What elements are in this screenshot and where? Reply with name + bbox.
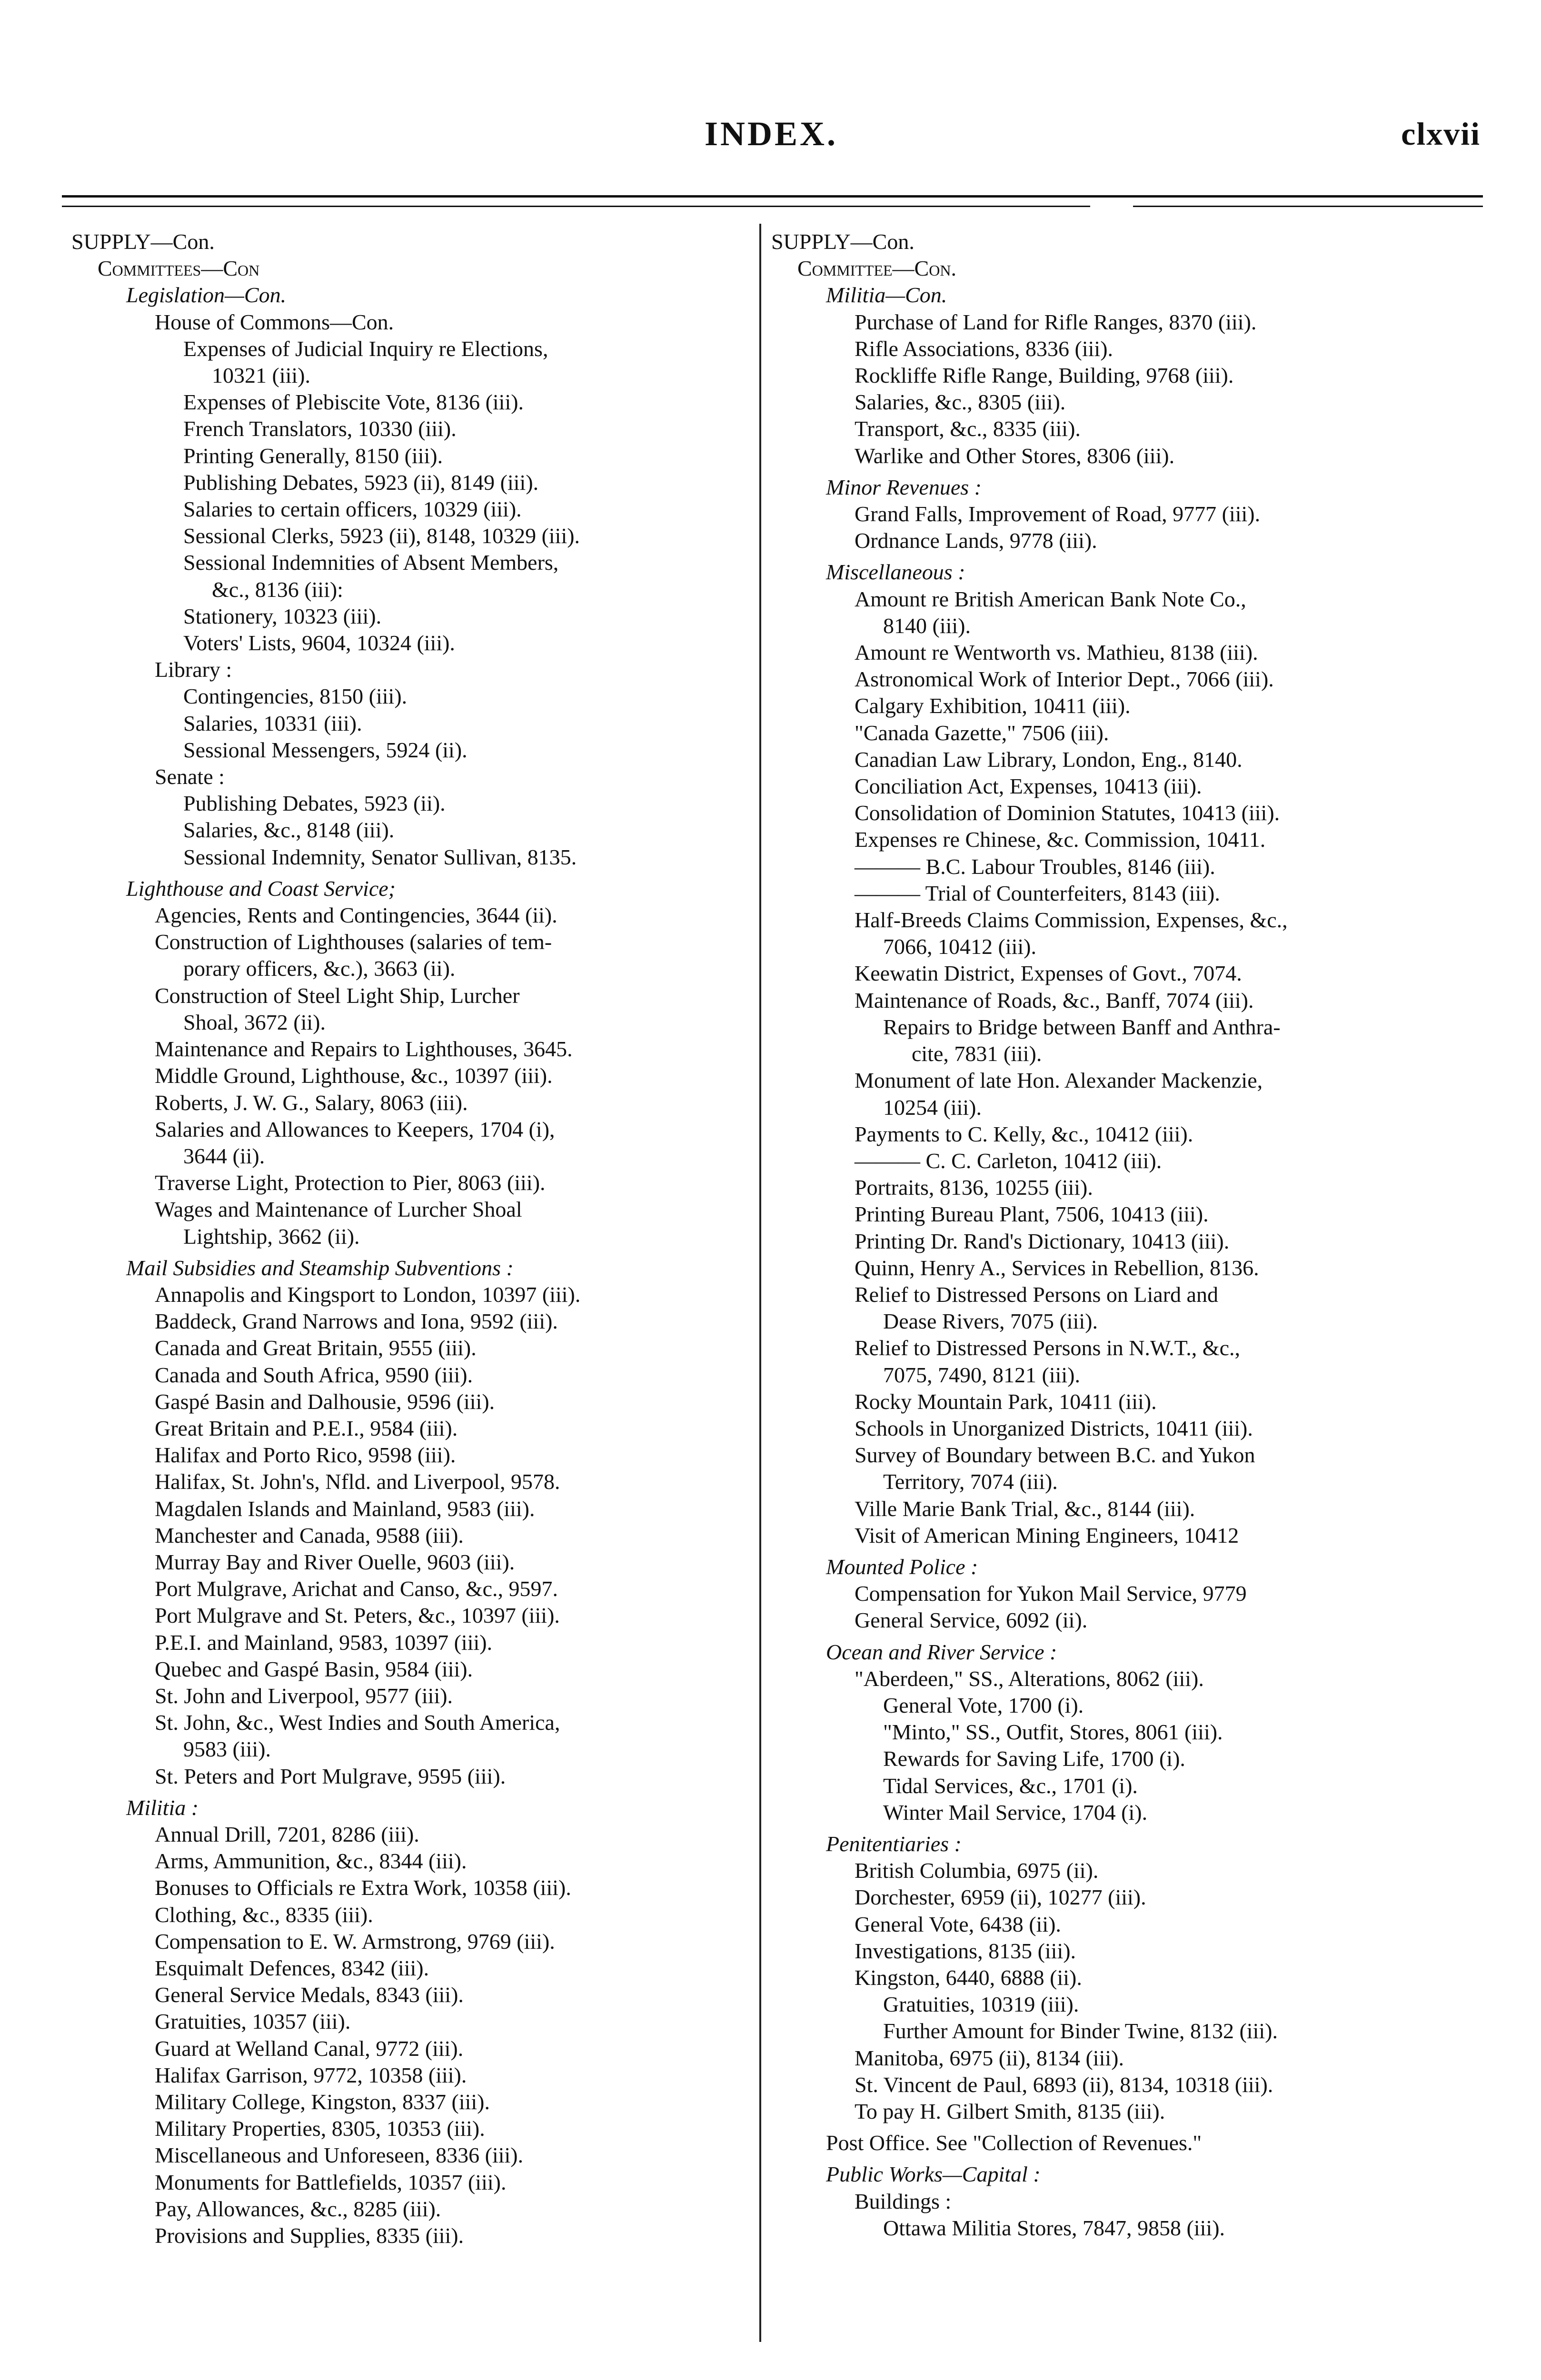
index-entry: Portraits, 8136, 10255 (iii). [855,1175,1093,1200]
index-heading: Minor Revenues : [826,475,982,499]
index-entry: Bonuses to Officials re Extra Work, 10358 (iii). [155,1875,571,1900]
index-entry: Investigations, 8135 (iii). [855,1938,1076,1963]
index-heading: SUPPLY—Con. [771,229,915,254]
index-entry: Calgary Exhibition, 10411 (iii). [855,694,1131,718]
index-entry: Publishing Debates, 5923 (ii). [183,791,446,816]
header-rule-thick [62,195,1483,198]
index-entry: Clothing, &c., 8335 (iii). [155,1902,373,1927]
index-heading: Ocean and River Service : [826,1639,1057,1664]
index-entry: Monument of late Hon. Alexander Mackenzie, [855,1068,1263,1093]
index-entry: Compensation to E. W. Armstrong, 9769 (iii). [155,1929,555,1954]
index-entry: Wages and Maintenance of Lurcher Shoal [155,1197,522,1222]
index-entry: Guard at Welland Canal, 9772 (iii). [155,2036,464,2061]
index-entry: Construction of Steel Light Ship, Lurcher [155,983,520,1008]
index-entry: Amount re Wentworth vs. Mathieu, 8138 (iii). [855,640,1258,665]
index-entry: Half-Breeds Claims Commission, Expenses, &c., [855,908,1288,932]
index-entry: Winter Mail Service, 1704 (i). [883,1800,1148,1825]
index-entry: P.E.I. and Mainland, 9583, 10397 (iii). [155,1630,493,1655]
index-heading: SUPPLY—Con. [71,229,215,254]
index-entry: Rifle Associations, 8336 (iii). [855,336,1113,361]
index-entry: Gaspé Basin and Dalhousie, 9596 (iii). [155,1389,495,1414]
index-entry: Arms, Ammunition, &c., 8344 (iii). [155,1849,467,1874]
index-entry: ——— Trial of Counterfeiters, 8143 (iii). [855,881,1220,905]
index-entry: 7066, 10412 (iii). [883,934,1036,959]
index-entry: cite, 7831 (iii). [912,1041,1042,1066]
index-entry: Miscellaneous and Unforeseen, 8336 (iii). [155,2143,524,2168]
index-heading: Mail Subsidies and Steamship Subventions : [126,1255,514,1280]
index-entry: 9583 (iii). [183,1737,271,1762]
index-entry: Astronomical Work of Interior Dept., 7066 (iii). [855,667,1274,692]
index-entry: General Vote, 6438 (ii). [855,1912,1061,1936]
index-entry: Sessional Indemnities of Absent Members, [183,550,559,575]
index-entry: St. Vincent de Paul, 6893 (ii), 8134, 10318 (iii). [855,2072,1273,2097]
index-entry: Port Mulgrave, Arichat and Canso, &c., 9597. [155,1577,558,1601]
index-entry: Roberts, J. W. G., Salary, 8063 (iii). [155,1090,468,1115]
index-entry: Amount re British American Bank Note Co., [855,586,1246,611]
index-entry: Dease Rivers, 7075 (iii). [883,1309,1098,1334]
index-entry: Library : [155,657,232,682]
index-entry: Expenses of Plebiscite Vote, 8136 (iii). [183,390,524,415]
index-entry: ——— C. C. Carleton, 10412 (iii). [855,1148,1162,1173]
index-heading: Public Works—Capital : [826,2162,1041,2187]
index-entry: 3644 (ii). [183,1143,265,1168]
index-column-right [771,228,1461,2241]
index-entry: Sessional Messengers, 5924 (ii). [183,737,467,762]
index-entry: Annual Drill, 7201, 8286 (iii). [155,1822,419,1846]
index-entry: Visit of American Mining Engineers, 10412 [855,1523,1239,1547]
index-entry: &c., 8136 (iii): [212,577,343,602]
index-entry: Expenses of Judicial Inquiry re Elections, [183,336,548,361]
index-entry: Murray Bay and River Ouelle, 9603 (iii). [155,1549,515,1574]
index-entry: Monuments for Battlefields, 10357 (iii). [155,2170,507,2194]
index-entry: Halifax and Porto Rico, 9598 (iii). [155,1443,456,1468]
index-entry: Construction of Lighthouses (salaries of tem- [155,930,552,954]
index-entry: Salaries, 10331 (iii). [183,711,362,735]
index-heading: Legislation—Con. [126,283,287,307]
index-entry: Repairs to Bridge between Banff and Anthra- [883,1014,1281,1039]
index-entry: Gratuities, 10357 (iii). [155,2009,351,2034]
header-rule-thin [62,206,1090,207]
index-entry: Keewatin District, Expenses of Govt., 7074. [855,961,1242,986]
index-heading: Committees—Con [98,256,260,281]
index-entry: Warlike and Other Stores, 8306 (iii). [855,443,1175,468]
index-entry: Traverse Light, Protection to Pier, 8063 (iii). [155,1170,546,1195]
header-rule-thin-right [1133,206,1483,207]
index-entry: Tidal Services, &c., 1701 (i). [883,1773,1138,1798]
index-entry: British Columbia, 6975 (ii). [855,1858,1099,1883]
index-entry: Grand Falls, Improvement of Road, 9777 (iii). [855,502,1261,526]
index-entry: Purchase of Land for Rifle Ranges, 8370 (iii). [855,309,1257,334]
index-entry: Conciliation Act, Expenses, 10413 (iii). [855,774,1202,799]
index-entry: Baddeck, Grand Narrows and Iona, 9592 (iii). [155,1309,558,1334]
index-entry: Esquimalt Defences, 8342 (iii). [155,1956,429,1980]
index-entry: Rocky Mountain Park, 10411 (iii). [855,1389,1157,1414]
index-entry: Consolidation of Dominion Statutes, 10413 (iii). [855,801,1280,825]
index-entry: Canadian Law Library, London, Eng., 8140. [855,747,1243,772]
index-entry: Voters' Lists, 9604, 10324 (iii). [183,631,455,655]
index-column-left [71,228,747,2249]
index-entry: Quebec and Gaspé Basin, 9584 (iii). [155,1656,473,1681]
index-entry: Printing Bureau Plant, 7506, 10413 (iii). [855,1202,1209,1227]
index-entry: "Aberdeen," SS., Alterations, 8062 (iii). [855,1666,1204,1691]
index-entry: Lightship, 3662 (ii). [183,1224,360,1249]
index-entry: Publishing Debates, 5923 (ii), 8149 (iii). [183,470,539,495]
index-heading: Militia—Con. [826,283,947,307]
index-entry: French Translators, 10330 (iii). [183,416,457,441]
index-entry: To pay H. Gilbert Smith, 8135 (iii). [855,2099,1165,2124]
index-entry: Provisions and Supplies, 8335 (iii). [155,2223,464,2248]
index-entry: Pay, Allowances, &c., 8285 (iii). [155,2196,441,2221]
index-entry: ——— B.C. Labour Troubles, 8146 (iii). [855,854,1215,879]
index-entry: "Canada Gazette," 7506 (iii). [855,720,1109,745]
index-entry: Transport, &c., 8335 (iii). [855,416,1081,441]
index-entry: Senate : [155,764,225,789]
index-entry: Contingencies, 8150 (iii). [183,684,408,709]
index-entry: Military College, Kingston, 8337 (iii). [155,2090,490,2114]
column-divider [759,224,761,2342]
index-entry: Middle Ground, Lighthouse, &c., 10397 (iii). [155,1063,553,1088]
index-entry: Sessional Clerks, 5923 (ii), 8148, 10329 (iii). [183,524,580,548]
index-entry: Salaries and Allowances to Keepers, 1704 (i), [155,1117,555,1141]
index-entry: Ottawa Militia Stores, 7847, 9858 (iii). [883,2215,1225,2240]
index-entry: Military Properties, 8305, 10353 (iii). [155,2116,485,2141]
index-entry: Maintenance and Repairs to Lighthouses, 3645. [155,1037,573,1061]
index-entry: Compensation for Yukon Mail Service, 9779 [855,1581,1247,1606]
index-entry: Kingston, 6440, 6888 (ii). [855,1965,1082,1990]
index-entry: Relief to Distressed Persons in N.W.T., &c., [855,1336,1241,1360]
index-entry: Relief to Distressed Persons on Liard and [855,1282,1218,1307]
index-entry: General Service, 6092 (ii). [855,1608,1088,1633]
index-entry: Payments to C. Kelly, &c., 10412 (iii). [855,1121,1193,1146]
index-entry: St. John, &c., West Indies and South America, [155,1710,560,1735]
index-entry: Expenses re Chinese, &c. Commission, 10411. [855,827,1266,852]
index-entry: Agencies, Rents and Contingencies, 3644 (ii). [155,903,557,928]
index-entry: "Minto," SS., Outfit, Stores, 8061 (iii). [883,1720,1223,1745]
index-heading: Lighthouse and Coast Service; [126,876,396,901]
index-entry: Canada and Great Britain, 9555 (iii). [155,1336,477,1360]
index-entry: Quinn, Henry A., Services in Rebellion, 8136. [855,1255,1259,1280]
index-entry: 10321 (iii). [212,363,310,388]
index-entry: Printing Dr. Rand's Dictionary, 10413 (iii). [855,1229,1230,1253]
index-entry: Dorchester, 6959 (ii), 10277 (iii). [855,1885,1146,1910]
index-entry: Further Amount for Binder Twine, 8132 (iii). [883,2019,1278,2043]
index-entry: Territory, 7074 (iii). [883,1469,1058,1494]
index-entry: Manchester and Canada, 9588 (iii). [155,1523,464,1547]
index-entry: Salaries to certain officers, 10329 (iii). [183,497,522,522]
index-heading: Post Office. See "Collection of Revenues." [826,2131,1202,2155]
index-entry: Gratuities, 10319 (iii). [883,1992,1079,2017]
index-entry: Annapolis and Kingsport to London, 10397 (iii). [155,1282,581,1307]
index-entry: Maintenance of Roads, &c., Banff, 7074 (iii). [855,988,1254,1012]
index-entry: porary officers, &c.), 3663 (ii). [183,956,456,981]
index-heading: Militia : [126,1795,199,1820]
index-entry: 7075, 7490, 8121 (iii). [883,1362,1080,1387]
index-entry: Buildings : [855,2189,952,2213]
index-entry: Salaries, &c., 8305 (iii). [855,390,1066,415]
index-entry: St. John and Liverpool, 9577 (iii). [155,1683,453,1708]
index-entry: Sessional Indemnity, Senator Sullivan, 8135. [183,844,577,869]
index-entry: 8140 (iii). [883,613,971,638]
index-entry: General Service Medals, 8343 (iii). [155,1983,464,2007]
page-header [62,114,1481,167]
index-entry: General Vote, 1700 (i). [883,1693,1084,1717]
index-entry: Magdalen Islands and Mainland, 9583 (iii). [155,1496,535,1521]
index-entry: Ordnance Lands, 9778 (iii). [855,528,1097,553]
index-entry: St. Peters and Port Mulgrave, 9595 (iii). [155,1764,506,1788]
index-entry: Manitoba, 6975 (ii), 8134 (iii). [855,2045,1124,2070]
index-entry: Schools in Unorganized Districts, 10411 (iii). [855,1416,1253,1440]
index-heading: Penitentiaries : [826,1831,962,1856]
index-heading: Miscellaneous : [826,560,965,585]
index-entry: Survey of Boundary between B.C. and Yukon [855,1443,1255,1468]
index-entry: Rewards for Saving Life, 1700 (i). [883,1746,1185,1771]
index-heading: Mounted Police : [826,1554,978,1579]
index-entry: Canada and South Africa, 9590 (iii). [155,1362,473,1387]
index-entry: 10254 (iii). [883,1095,982,1120]
index-heading: Committee—Con. [797,256,956,281]
page-title: INDEX. [704,115,838,153]
index-entry: House of Commons—Con. [155,309,394,334]
index-entry: Salaries, &c., 8148 (iii). [183,818,395,843]
index-entry: Stationery, 10323 (iii). [183,604,382,628]
index-entry: Great Britain and P.E.I., 9584 (iii). [155,1416,458,1440]
index-entry: Shoal, 3672 (ii). [183,1010,326,1034]
page-number: clxvii [1401,116,1481,152]
index-entry: Port Mulgrave and St. Peters, &c., 10397 (iii). [155,1603,560,1628]
index-entry: Halifax Garrison, 9772, 10358 (iii). [155,2063,467,2087]
index-entry: Ville Marie Bank Trial, &c., 8144 (iii). [855,1496,1195,1521]
index-entry: Printing Generally, 8150 (iii). [183,443,443,468]
index-entry: Halifax, St. John's, Nfld. and Liverpool, 9578. [155,1469,560,1494]
index-entry: Rockliffe Rifle Range, Building, 9768 (iii). [855,363,1234,388]
